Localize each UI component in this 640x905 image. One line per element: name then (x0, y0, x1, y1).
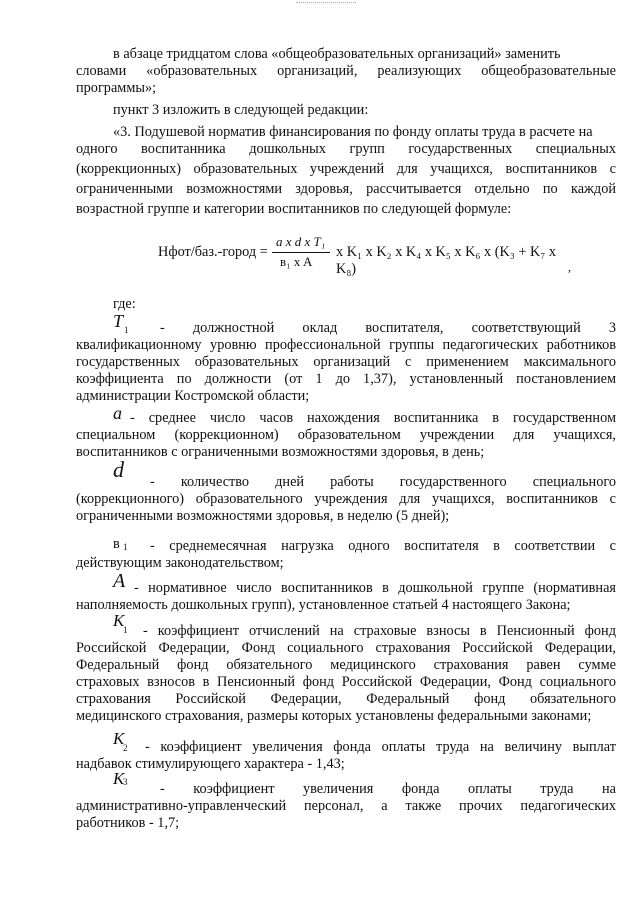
text-line: администрации Костромской области; (76, 388, 310, 404)
symbol-k1-subscript: 1 (123, 625, 128, 635)
payroll-formula (158, 232, 578, 278)
text-line: - коэффициент увеличения фонда оплаты труда на величину выплат (145, 739, 616, 755)
text-line: где: (113, 296, 136, 312)
symbol-k: K (113, 729, 125, 748)
text-line: надбавок стимулирующего характера - 1,43; (76, 756, 345, 772)
symbol-k2-subscript: 2 (123, 743, 128, 753)
text-line: наполняемость дошкольных групп), установленное статьей 4 настоящего Закона; (76, 597, 571, 613)
symbol-k: K (113, 611, 125, 630)
text-line: - количество дней работы государственного специального (150, 474, 616, 490)
text-line: ограниченными возможностями здоровья, в неделю (5 дней); (76, 508, 450, 524)
text-line: Федеральный фонд обязательного медицинского страхования равен сумме (76, 657, 616, 673)
symbol-v-subscript: 1 (123, 542, 128, 552)
text-line: медицинского страхования, размеры которых установлены федеральными законами; (76, 708, 592, 724)
text-line: - среднемесячная нагрузка одного воспитателя в соответствии с (150, 538, 616, 554)
text-line: страхования Российской Федерации, Федеральный фонд обязательного (76, 691, 616, 707)
text-line: «3. Подушевой норматив финансирования по фонду оплаты труда в расчете на (113, 124, 593, 140)
text-line: словами «образовательных организаций, реализующих общеобразовательные (76, 63, 616, 79)
text-line: - должностной оклад воспитателя, соответствующий 3 (160, 320, 616, 336)
text-line: - коэффициент увеличения фонда оплаты труда на (160, 781, 616, 797)
symbol-t-subscript: 1 (124, 325, 129, 335)
text-line: программы»; (76, 80, 157, 96)
symbol-k: K (113, 769, 125, 788)
formula-lhs: Нфот/баз.-город = (158, 244, 268, 260)
formula-rhs: x K₁ x K₂ x K₄ x K₅ x K₆ x (K₃ + K₇ x K₈) (336, 244, 557, 277)
text-line: действующим законодательством; (76, 555, 284, 571)
text-line: Российской Федерации, Фонд социального страхования Российской Федерации, (76, 640, 616, 656)
text-line: в абзаце тридцатом слова «общеобразовательных организаций» заменить (113, 46, 561, 62)
text-line: одного воспитанника дошкольных групп государственных специальных (76, 141, 616, 157)
text-line: воспитанников с ограниченными возможностями здоровья, в день; (76, 444, 485, 460)
text-line: коэффициента по должности (от 1 до 1,37), установленный постановлением (76, 371, 616, 387)
text-line: - нормативное число воспитанников в дошкольной группе (нормативная (134, 580, 616, 596)
symbol-t: T (113, 311, 124, 331)
formula-trailing: , (568, 260, 571, 274)
text-line: (коррекционных) образовательных учреждений для учащихся, воспитанников с (76, 161, 616, 177)
text-line: специальном (коррекционном) образовательном учреждении для учащихся, (76, 427, 616, 443)
text-line: ограниченными возможностями здоровья, рассчитывается отдельно по каждой (76, 181, 616, 197)
symbol-v: в (113, 536, 120, 552)
symbol-k3-subscript: 3 (123, 777, 128, 787)
text-line: возрастной группе и категории воспитанников по следующей формуле: (76, 201, 512, 217)
text-line: - среднее число часов нахождения воспитанника в государственном (130, 410, 616, 426)
formula-denominator: в₁ x A (280, 254, 313, 269)
symbol-d: d (113, 457, 124, 482)
text-line: - коэффициент отчислений на страховые взносы в Пенсионный фонд (143, 623, 616, 639)
fraction-bar (272, 252, 330, 253)
text-line: административно-управленческий персонал, а также прочих педагогических (76, 798, 616, 814)
text-line: пункт 3 изложить в следующей редакции: (113, 102, 369, 118)
symbol-a-capital: A (113, 570, 126, 592)
text-line: квалификационному уровню профессиональной группы педагогических работников (76, 337, 616, 353)
header-mark (296, 2, 356, 9)
formula-numerator: a x d x T₁ (276, 234, 326, 249)
text-line: страховых взносов в Пенсионный фонд Российской Федерации, Фонд социального (76, 674, 616, 690)
text-line: работников - 1,7; (76, 815, 180, 831)
text-line: государственных образовательных организаций с применением максимального (76, 354, 616, 370)
symbol-a: a (113, 403, 122, 423)
text-line: (коррекционного) образовательного учреждения для учащихся, воспитанников с (76, 491, 616, 507)
